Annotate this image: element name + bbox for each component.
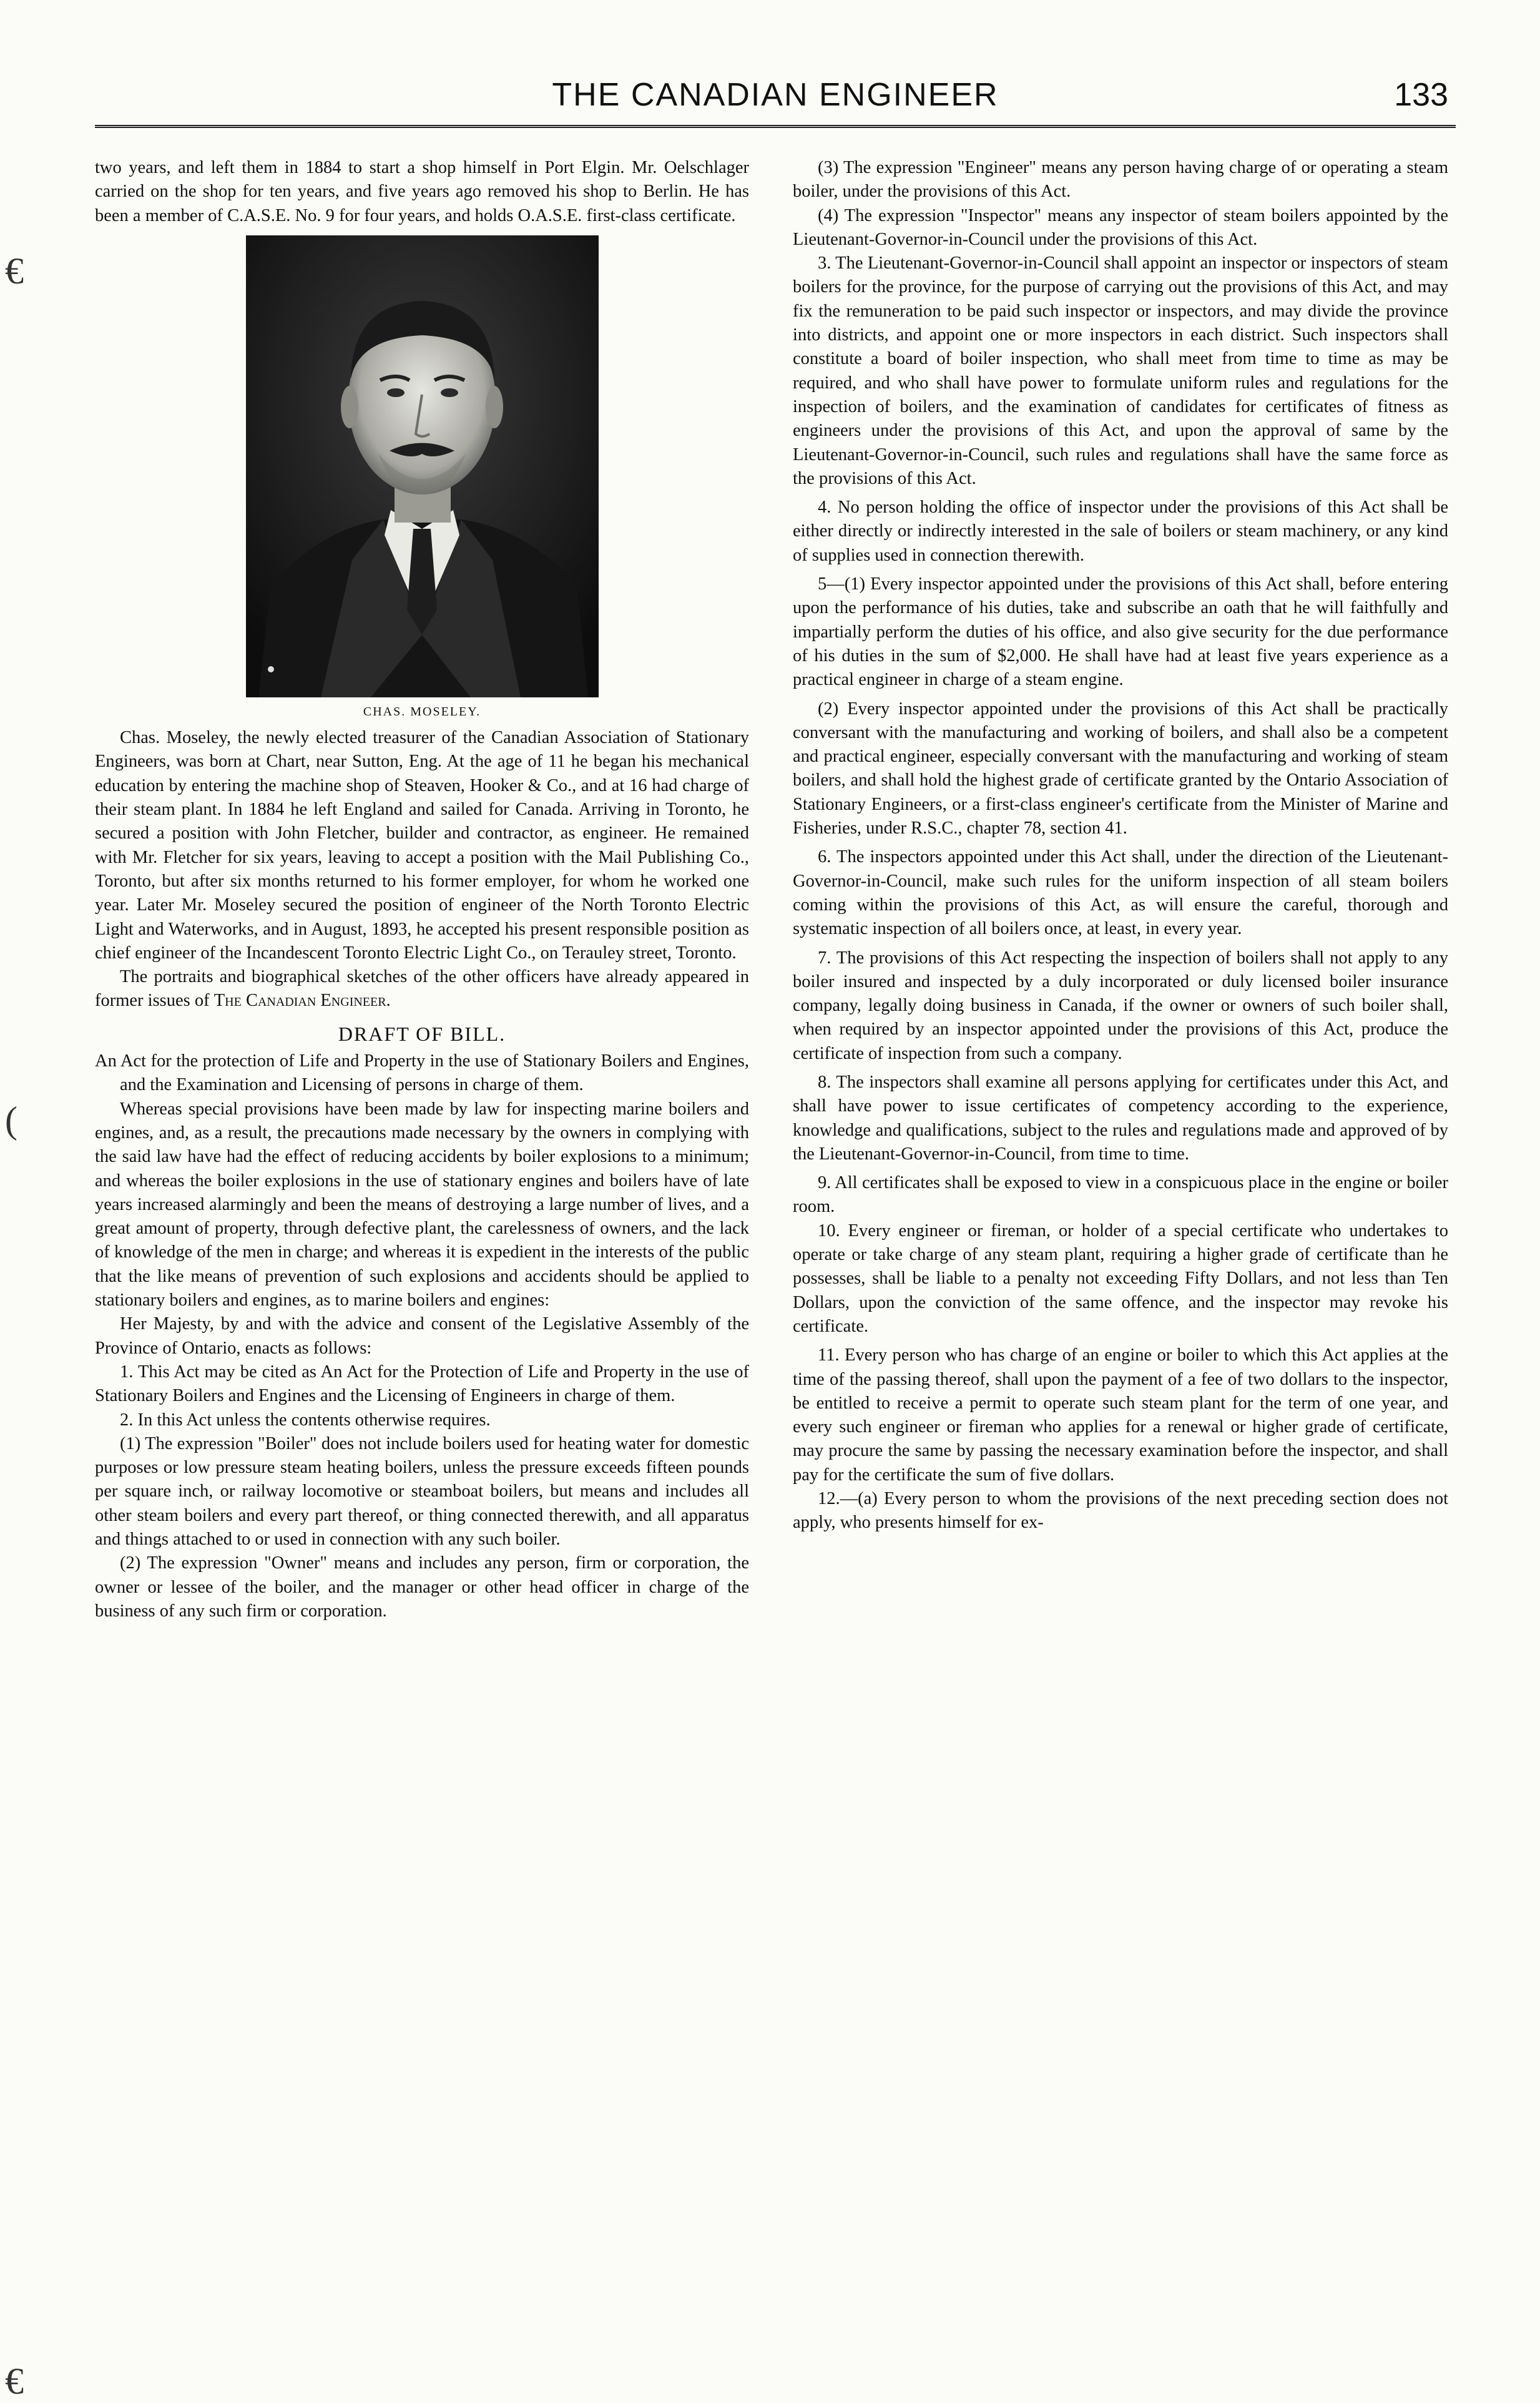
section-11: 11. Every person who has charge of an engine or boiler to which this Act applies at the time of the passing thereof, shall upon the payment of a fee of two dollars to the inspector, be entitled to receive a permit to operate such steam plant for the term of one year, and every such engineer or fireman who applies for a renewal or higher grade of certificate, may procure the same by passing the necessary examination before the inspector, and shall pay for the certificate the sum of five dollars. — [793, 1345, 1448, 1485]
section-2-3: (3) The expression "Engineer" means any person having charge of or operating a steam boiler, under the provisions of this Act. — [793, 158, 1448, 202]
section-7: 7. The provisions of this Act respecting the inspection of boilers shall not apply to any boiler insured and inspected by a duly incorporated or duly licensed boiler insurance company, legally doing business in Canada, if the owner or owners of such boiler shall, when required by an inspector appointed under the provisions of this Act, produce the certificate of inspection from such a company. — [793, 948, 1448, 1063]
margin-mark: € — [5, 2361, 24, 2402]
section-2-1: (1) The expression "Boiler" does not include boilers used for heating water for domestic purposes or low pressure steam heating boilers, unless the pressure exceeds fifteen pounds per square inch, or railway locomotive or steamboat boilers, but means and includes all other steam boilers and every part thereof, or thing connected therewith, and all apparatus and things attached to or used in connection with any such boiler. — [95, 1433, 749, 1549]
section-1: 1. This Act may be cited as An Act for the Protection of Life and Property in the use of Stationary Boilers and Engines and the Licensing of Engineers in charge of them. — [95, 1362, 749, 1406]
journal-title: THE CANADIAN ENGINEER — [552, 77, 999, 113]
section-9: 9. All certificates shall be exposed to view in a conspicuous place in the engine or boiler room. — [793, 1173, 1448, 1217]
paragraph-enactment: Her Majesty, by and with the advice and consent of the Legislative Assembly of the Province of Ontario, enacts as follows: — [95, 1314, 749, 1358]
section-2: 2. In this Act unless the contents otherwise requires. — [120, 1410, 491, 1430]
paragraph-intro: two years, and left them in 1884 to start a shop himself in Port Elgin. Mr. Oelschlager carried on the shop for ten years, and five years ago removed his shop to Berlin. He has been a member of C.A.S.E. No. 9 for four years, and holds O.A.S.E. first-class certificate. — [95, 158, 749, 225]
journal-name: The Canadian Engineer — [213, 991, 386, 1011]
page-number: 133 — [1394, 77, 1448, 113]
margin-mark: ( — [5, 1099, 17, 1141]
paragraph-moseley-bio: Chas. Moseley, the newly elected treasurer of the Canadian Association of Stationary Engineers, was born at Chart, near Sutton, Eng. At the age of 11 he began his mechanical education by entering the machine shop of Steaven, Hooker & Co., and at 16 had charge of their steam plant. In 1884 he left England and sailed for Canada. Arriving in Toronto, he secured a position with John Fletcher, builder and contractor, as engineer. He remained with Mr. Fletcher for six years, leaving to accept a position with the Mail Publishing Co., Toronto, but after six months returned to his former employer, for whom he worked one year. Later Mr. Moseley secured the position of engineer of the North Toronto Electric Light and Waterworks, and in August, 1893, he accepted his present responsible position as chief engineer of the Incandescent Toronto Electric Light Co., on Terauley street, Toronto. — [95, 728, 749, 963]
paragraph-whereas: Whereas special provisions have been made by law for inspecting marine boilers and engines, and, as a result, the precautions made necessary by the owners in complying with the said law have had the effect of reducing accidents by boiler explosions to a minimum; and whereas the boiler explosions in the use of stationary engines and boilers have of late years increased alarmingly and been the means of destroying a large number of lives, and a great amount of property, through defective plant, the carelessness of owners, and the lack of knowledge of the men in charge; and whereas it is expedient in the interests of the public that the like means of prevention of such explosions and accidents should be applied to stationary boilers and engines, as to marine boilers and engines: — [95, 1099, 749, 1310]
left-column — [95, 156, 749, 1623]
section-5-2: (2) Every inspector appointed under the provisions of this Act shall be practically conversant with the manufacturing and working of boilers, and shall also be a competent and practical engineer, especially conversant with the manufacturing and working of steam boilers, and shall hold the highest grade of certificate granted by the Ontario Association of Stationary Engineers, or a first-class engineer's certificate from the Minister of Marine and Fisheries, under R.S.C., chapter 78, section 41. — [793, 699, 1448, 838]
section-2-4: (4) The expression "Inspector" means any inspector of steam boilers appointed by the Lieutenant-Governor-in-Council under the provisions of this Act. — [793, 205, 1448, 249]
act-title: An Act for the protection of Life and Property in the use of Stationary Boilers and Engines, and the Examination and Licensing of persons in charge of them. — [95, 1051, 749, 1095]
section-3: 3. The Lieutenant-Governor-in-Council shall appoint an inspector or inspectors of steam boilers for the province, for the purpose of carrying out the provisions of this Act, and may fix the remuneration to be paid such inspector or inspectors, and may divide the province into districts, and appoint one or more inspectors in each district. Such inspectors shall constitute a board of boiler inspection, who shall meet from time to time as may be required, and who shall have power to formulate uniform rules and regulations for the inspection of boilers, and the examination of candidates for certificates of fitness as engineers under the provisions of this Act, and upon the approval of same by the Lieutenant-Governor-in-Council, such rules and regulations shall have the same force as the provisions of this Act. — [793, 253, 1448, 488]
section-heading: DRAFT OF BILL. — [338, 1022, 506, 1045]
paragraph-portraits: The portraits and biographical sketches of the other officers have already appeared in former issues of The Canadian Engineer. — [95, 967, 749, 1011]
margin-mark: € — [5, 250, 24, 292]
section-5-1: 5—(1) Every inspector appointed under the provisions of this Act shall, before entering upon the performance of his duties, take and subscribe an oath that he will faithfully and impartially perform the duties of his office, and also give security for the due performance of his duties in the sum of $2,000. He shall have had at least five years experience as a practical engineer in charge of a steam engine. — [793, 574, 1448, 690]
section-2-2: (2) The expression "Owner" means and includes any person, firm or corporation, the owner or lessee of the boiler, and the manager or other head officer in charge of the business of any such firm or corporation. — [95, 1553, 749, 1621]
portrait-caption: CHAS. MOSELEY. — [363, 704, 481, 719]
section-10: 10. Every engineer or fireman, or holder of a special certificate who undertakes to operate or take charge of any steam plant, requiring a higher grade of certificate than he possesses, shall be liable to a penalty not exceeding Fifty Dollars, and not less than Ten Dollars, upon the conviction of the same offence, and the inspector may revoke his certificate. — [793, 1221, 1448, 1336]
right-column — [793, 156, 1448, 1535]
section-6: 6. The inspectors appointed under this Act shall, under the direction of the Lieutenant-Governor-in-Council, make such rules for the uniform inspection of all steam boilers coming within the provisions of this Act, as will ensure the careful, thorough and systematic inspection of all boilers once, at least, in every year. — [793, 847, 1448, 939]
portrait-figure — [246, 235, 599, 724]
portrait-image — [246, 235, 599, 697]
section-4: 4. No person holding the office of inspector under the provisions of this Act shall be either directly or indirectly interested in the sale of boilers or steam machinery, or any kind of supplies used in connection therewith. — [793, 498, 1448, 565]
section-8: 8. The inspectors shall examine all persons applying for certificates under this Act, and shall have power to issue certificates of competency according to the experience, knowledge and qualifications, subject to the rules and regulations made and approved of by the Lieutenant-Governor-in-Council, from time to time. — [793, 1072, 1448, 1164]
section-12a: 12.—(a) Every person to whom the provisions of the next preceding section does not apply, who presents himself for ex- — [793, 1489, 1448, 1533]
running-head — [95, 76, 1456, 128]
portrait-photo — [246, 235, 599, 697]
